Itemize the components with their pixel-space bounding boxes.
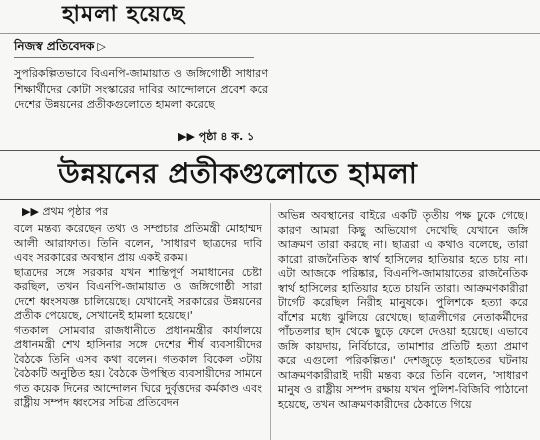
column-divider	[270, 203, 271, 440]
paragraph: বলে মন্তব্য করেছেন তথ্য ও সম্প্রচার প্রতিমন্ত্রী মোহাম্মদ আলী আরাফাত। তিনি বলেন, 'সাধারণ ছাত্রদের দাবি এবং সরকারের অবস্থান প্রায় একই রকম।	[14, 222, 262, 264]
article-column-right	[278, 209, 528, 412]
top-headline: হামলা হয়েছে	[62, 2, 186, 27]
main-headline: উন্নয়নের প্রতীকগুলোতে হামলা	[58, 157, 418, 190]
byline-marker: ▷	[97, 40, 106, 53]
paragraph: অভিন্ন অবস্থানের বাইরে একটি তৃতীয় পক্ষ ঢুকে গেছে। কারণ আমরা কিছু অভিযোগ দেখেছি যেখানে জঙ্গি আক্রমণ তারা করছে না। ছাত্ররা এ কথাও বলেছে, তারা কারো রাজনৈতিক স্বার্থ হাসিলের হাতিয়ার হতে চায় না। এটা আজকে পরিষ্কার, বিএনপি-জামায়াতের রাজনৈতিক স্বার্থ হাসিলের হাতিয়ার হতে চায়নি তারা। আক্রমণকারীরা টার্গেট করেছিল নিরীহ মানুষকে। পুলিশকে হত্যা করে বাঁশের মধ্যে ঝুলিয়ে রেখেছে। ছাত্রলীগের নেতাকর্মীদের পাঁচতলার ছাদ থেকে ছুড়ে ফেলে দেওয়া হয়েছে। এভাবে জঙ্গি কায়দায়, নির্বিচারে, তামাশার প্রতিটি হত্যা প্রমাণ করে এগুলো পরিকল্পিত।' দেশজুড়ে হতাহতের ঘটনায় আক্রমণকারীরাই দায়ী মন্তব্য করে তিনি বলেন, 'সাধারণ মানুষ ও রাষ্ট্রীয় সম্পদ রক্ষায় যখন পুলিশ-বিজিবি পাঠানো হয়েছে, তখন আক্রমণকারীদের ঠেকাতে গিয়ে	[278, 209, 528, 411]
paragraph: ছাত্রদের সঙ্গে সরকার যখন শান্তিপূর্ণ সমাধানের চেষ্টা করছিল, তখন বিএনপি-জামায়াত ও জঙ্গিগোষ্ঠী সারা দেশে ধ্বংসযজ্ঞ চালিয়েছে। যেখানেই সরকারের উন্নয়নের প্রতীক পেয়েছে, সেখানেই হামলা হয়েছে।'	[14, 265, 262, 322]
continued-reference: ▶▶ পৃষ্ঠা ৪ ক. ১	[178, 130, 255, 143]
section-rule	[0, 150, 540, 151]
headline-rule	[0, 199, 540, 200]
byline	[14, 38, 106, 55]
article-column-left	[14, 222, 262, 411]
top-rule	[0, 33, 540, 34]
intro-paragraph: সুপরিকল্পিতভাবে বিএনপি-জামায়াত ও জঙ্গিগোষ্ঠী সাধারণ শিক্ষার্থীদের কোটা সংস্কারের দাবির আন্দোলনে প্রবেশ করে দেশের উন্নয়নের প্রতীকগুলোতে হামলা করেছে	[14, 67, 268, 111]
byline-rule	[14, 57, 254, 58]
from-page-label: ▶▶ প্রথম পৃষ্ঠার পর	[22, 205, 109, 218]
byline-text: নিজস্ব প্রতিবেদক	[14, 39, 95, 53]
paragraph: গতকাল সোমবার রাজধানীতে প্রধানমন্ত্রীর কার্যালয়ে প্রধানমন্ত্রী শেখ হাসিনার সঙ্গে দেশের শীর্ষ ব্যবসায়ীদের বৈঠকে তিনি এসব কথা বলেন। গতকাল বিকেল ৩টায় বৈঠকটি অনুষ্ঠিত হয়। বৈঠকে উপস্থিত ব্যবসায়ীদের সামনে গত কয়েক দিনের আন্দোলন ঘিরে দুর্বৃত্তদের কর্মকাণ্ড এবং রাষ্ট্রীয় সম্পদ ধ্বংসের সচিত্র প্রতিবেদন	[14, 323, 262, 409]
